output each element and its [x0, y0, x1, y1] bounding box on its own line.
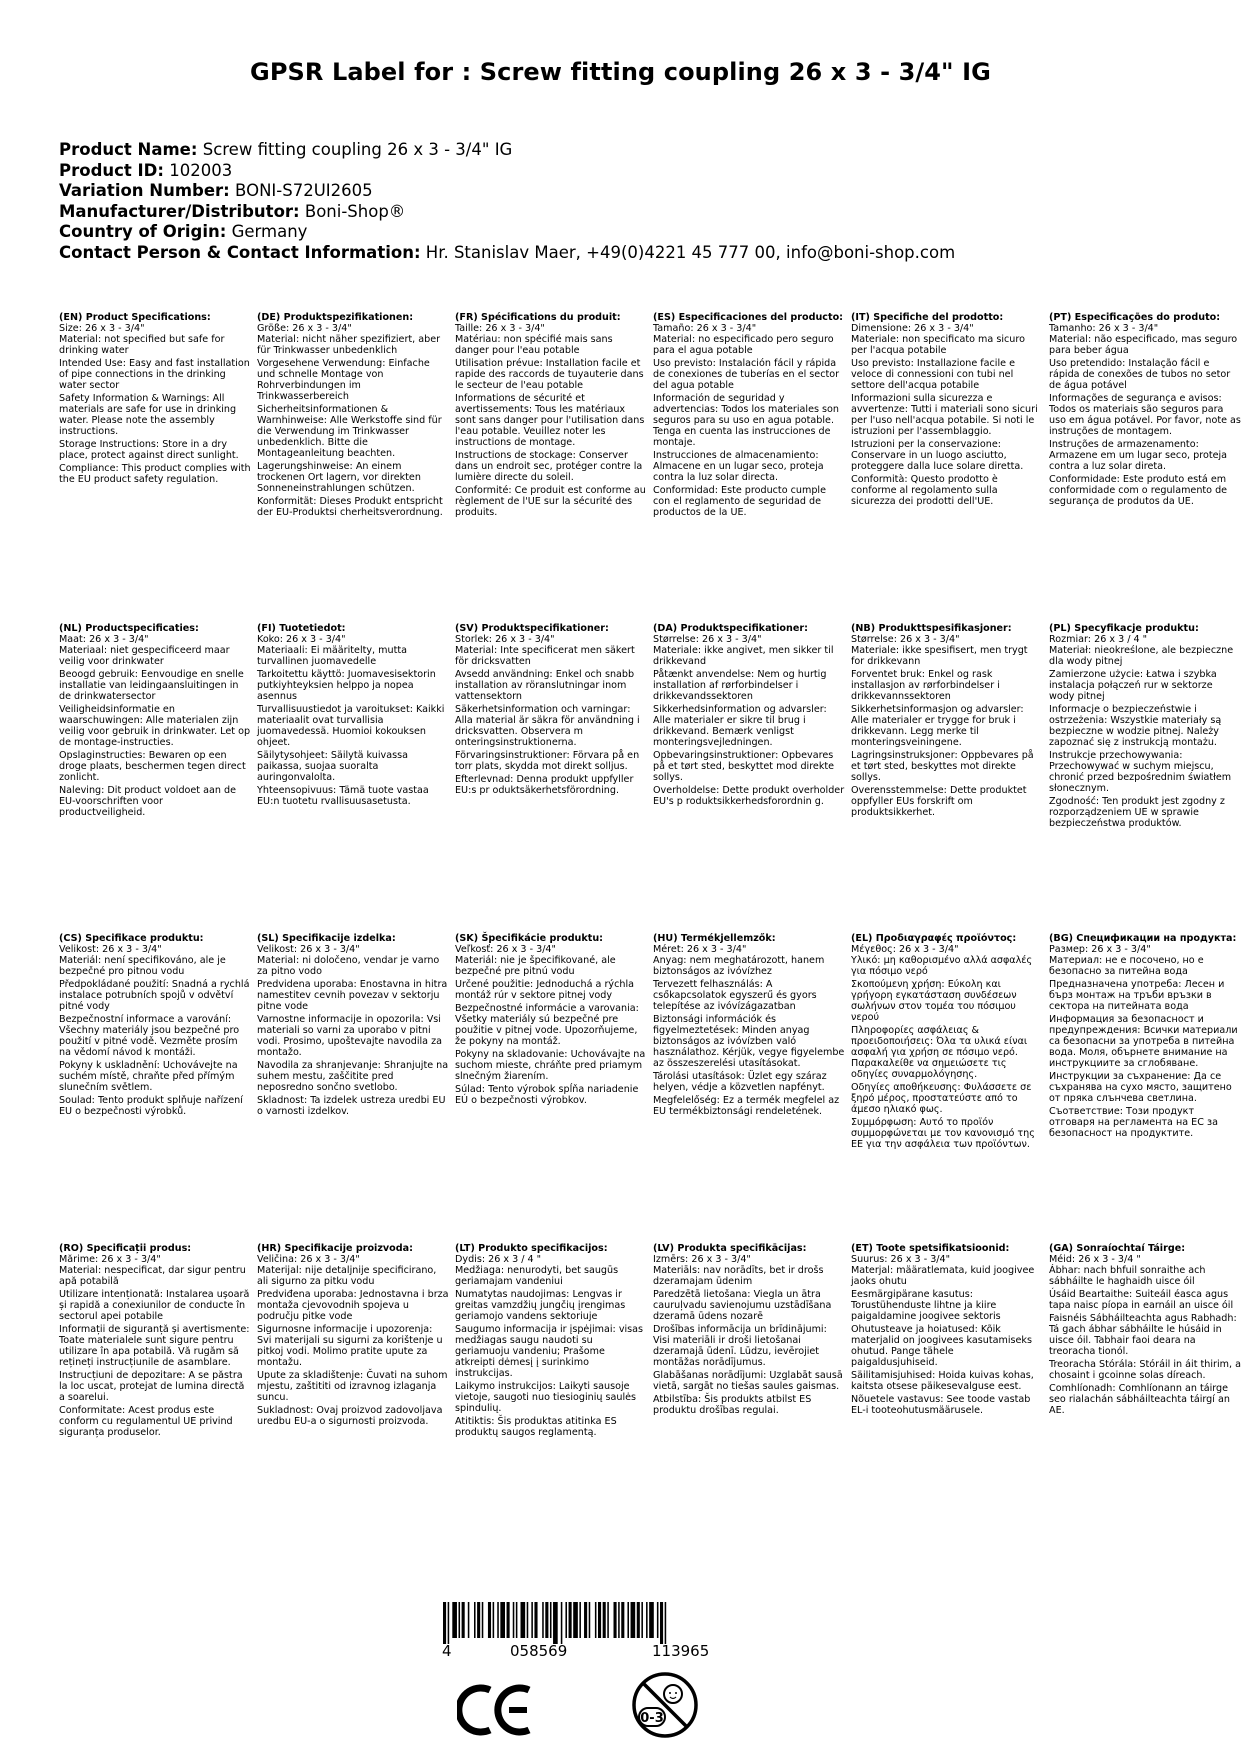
spec-material: Materiāls: nav norādīts, bet ir drošs dzeramajam ūdenim — [653, 1265, 824, 1287]
spec-storage: Laikymo instrukcijos: Laikyti sausoje vietoje, saugoti nuo tiesioginių saulės spindulių. — [455, 1381, 637, 1414]
spec-safety: Información de seguridad y advertencias: Todos los materiales son seguros para su uso en agua potable. Tenga en cuenta las instrucciones de montaje. — [653, 393, 839, 448]
spec-storage: Instrukcje przechowywania: Przechowywać w suchym miejscu, chronić przed bezpośrednim światłem słonecznym. — [1049, 750, 1232, 794]
spec-size: Størrelse: 26 x 3 - 3/4" — [653, 634, 762, 645]
product-info-label: Product ID: — [59, 160, 164, 180]
product-info-label: Manufacturer/Distributor: — [59, 201, 300, 221]
spec-compliance: Sukladnost: Ovaj proizvod zadovoljava uredbu EU-a o sigurnosti proizvoda. — [257, 1405, 443, 1427]
product-info-label: Contact Person & Contact Information: — [59, 242, 421, 262]
spec-storage: Pokyny na skladovanie: Uchovávajte na suchom mieste, chráňte pred priamym slnečným žiarením. — [455, 1049, 646, 1082]
barcode-digits-right: 113965 — [652, 1642, 710, 1660]
spec-material: Materiał: nieokreślone, ale bezpieczne dla wody pitnej — [1049, 645, 1234, 667]
spec-storage: Οδηγίες αποθήκευσης: Φυλάσσετε σε ξηρό μέρος, προστατεύστε από το άμεσο ηλιακό φως. — [851, 1082, 1032, 1115]
spec-block — [851, 1243, 1049, 1440]
spec-material: Υλικό: μη καθορισμένο αλλά ασφαλές για πόσιμο νερό — [851, 955, 1033, 977]
barcode-bar — [649, 1602, 654, 1638]
spec-block — [257, 623, 455, 831]
spec-block — [1049, 312, 1241, 520]
spec-storage: Lagringsinstruksjoner: Oppbevares på et tørt sted, beskyttes mot direkte sollys. — [851, 750, 1034, 783]
barcode-bar — [603, 1602, 606, 1638]
spec-heading: (SV) Produktspecifikationer: — [455, 623, 609, 634]
spec-compliance: Overholdelse: Dette produkt overholder EU's p roduktsikkerhedsforordnin g. — [653, 785, 845, 807]
spec-safety: Varnostne informacije in opozorila: Vsi materiali so varni za uporabo v pitni vodi. Prosimo, upoštevajte navodila za montažo. — [257, 1014, 443, 1058]
spec-material: Material: nicht näher spezifiziert, aber für Trinkwasser unbedenklich — [257, 334, 441, 356]
product-info-row — [59, 181, 955, 202]
spec-material: Medžiaga: nenurodyti, bet saugūs geriamajam vandeniui — [455, 1265, 619, 1287]
barcode-bar — [462, 1602, 465, 1638]
spec-material: Anyag: nem meghatározott, hanem biztonságos az ivóvízhez — [653, 955, 825, 977]
barcode-bar — [459, 1602, 461, 1638]
spec-material: Materiale: non specificato ma sicuro per l'acqua potabile — [851, 334, 1025, 356]
ean-barcode — [443, 1602, 693, 1644]
spec-safety: Safety Information & Warnings: All materials are safe for use in drinking water. Please note the assembly instructions. — [59, 393, 237, 437]
spec-use: Intended Use: Easy and fast installation of pipe connections in the drinking water sector — [59, 358, 250, 391]
spec-compliance: Atitiktis: Šis produktas atitinka ES produktų saugos reglamentą. — [455, 1416, 617, 1438]
product-info-label: Country of Origin: — [59, 222, 227, 241]
barcode-bar — [621, 1602, 624, 1638]
barcode-bar — [468, 1602, 470, 1638]
spec-compliance: Comhlíonadh: Comhlíonann an táirge seo rialachán sábháilteachta táirgí an AE. — [1049, 1383, 1230, 1416]
spec-block — [257, 933, 455, 1152]
barcode-bar — [565, 1602, 567, 1638]
spec-compliance: Efterlevnad: Denna produkt uppfyller EU:s pr oduktsäkerhetsförordning. — [455, 774, 634, 796]
spec-safety: Bezpečnostné informácie a varovania: Všetky materiály sú bezpečné pre použitie v pitnej vode. Upozorňujeme, že pokyny na montáž. — [455, 1003, 639, 1047]
spec-safety: Sicherheitsinformationen & Warnhinweise: Alle Werkstoffe sind für die Verwendung im Trinkwasser unbedenklich. Bitte die Montageanleitung beachten. — [257, 404, 442, 459]
spec-use: Beoogd gebruik: Eenvoudige en snelle installatie van leidingaansluitingen in de drinkwatersector — [59, 669, 244, 702]
spec-size: Koko: 26 x 3 - 3/4" — [257, 634, 346, 645]
spec-block — [653, 623, 851, 831]
product-info-value: Boni-Shop® — [304, 201, 406, 221]
spec-block — [59, 1243, 257, 1440]
spec-block — [257, 312, 455, 520]
barcode-bar — [513, 1602, 515, 1638]
spec-compliance: Yhteensopivuus: Tämä tuote vastaa EU:n tuotetu rvallisuusasetusta. — [257, 785, 429, 807]
product-info-value: Hr. Stanislav Maer, +49(0)4221 45 777 00, info@boni-shop.com — [425, 242, 956, 262]
page-title: GPSR Label for : Screw fitting coupling 26 x 3 - 3/4" IG — [250, 58, 991, 86]
spec-size: Méid: 26 x 3 - 3/4 " — [1049, 1254, 1141, 1265]
barcode-bar — [443, 1602, 446, 1644]
spec-material: Materijal: nije detaljnije specificirano, ali sigurno za pitku vodu — [257, 1265, 437, 1287]
product-info — [59, 140, 955, 263]
barcode-digits-middle: 058569 — [510, 1642, 568, 1660]
spec-heading: (IT) Specifiche del prodotto: — [851, 312, 1004, 323]
spec-use: Tervezett felhasználás: A csőkapcsolatok egyszerű és gyors telepítése az ivóvízágazatban — [653, 979, 817, 1012]
spec-use: Eesmärgipärane kasutus: Torustühenduste lihtne ja kiire paigaldamine joogivee sektoris — [851, 1289, 1001, 1322]
spec-size: Suurus: 26 x 3 - 3/4" — [851, 1254, 951, 1265]
barcode-digit-left: 4 — [442, 1642, 452, 1660]
spec-storage: Tárolási utasítások: Üzlet egy száraz helyen, védje a közvetlen napfényt. — [653, 1071, 827, 1093]
spec-safety: Biztonsági információk és figyelmeztetések: Minden anyag biztonságos az ivóvízben való használathoz. Kérjük, vegye figyelembe az összeszerelési utasításokat. — [653, 1014, 845, 1069]
barcode-bar — [448, 1602, 450, 1644]
product-info-row — [59, 222, 955, 243]
spec-use: Forventet bruk: Enkel og rask installasjon av rørforbindelser i drikkevannssektoren — [851, 669, 1000, 702]
spec-heading: (FR) Spécifications du produit: — [455, 312, 621, 323]
spec-block — [59, 933, 257, 1152]
barcode-bar — [527, 1602, 529, 1638]
barcode-bar — [488, 1602, 491, 1638]
spec-size: Tamaño: 26 x 3 - 3/4" — [653, 323, 757, 334]
spec-size: Storlek: 26 x 3 - 3/4" — [455, 634, 555, 645]
spec-heading: (LV) Produkta specifikācijas: — [653, 1243, 807, 1254]
spec-material: Ábhar: nach bhfuil sonraithe ach sábháilte le haghaidh uisce óil — [1049, 1265, 1206, 1287]
barcode-bar — [569, 1602, 572, 1638]
spec-heading: (HR) Specifikacije proizvoda: — [257, 1243, 413, 1254]
spec-compliance: Conformité: Ce produit est conforme au règlement de l'UE sur la sécurité des produits. — [455, 485, 646, 518]
spec-block — [653, 1243, 851, 1440]
spec-heading: (EL) Προδιαγραφές προϊόντος: — [851, 933, 1017, 944]
barcode-bar — [646, 1602, 648, 1638]
spec-use: Zamierzone użycie: Łatwa i szybka instalacja połączeń rur w sektorze wody pitnej — [1049, 669, 1217, 702]
spec-compliance: Συμμόρφωση: Αυτό το προϊόν συμμορφώνεται με τον κανονισμό της ΕΕ για την ασφάλεια των προϊόντων. — [851, 1117, 1035, 1150]
barcode-bar — [542, 1602, 544, 1638]
age-label: 0-3 — [640, 1711, 664, 1726]
spec-compliance: Konformität: Dieses Produkt entspricht der EU-Produktsi cherheitsverordnung. — [257, 496, 443, 518]
spec-block — [653, 312, 851, 520]
barcode-bar — [657, 1602, 659, 1638]
barcode-bar — [660, 1602, 663, 1644]
spec-material: Material: ni določeno, vendar je varno za pitno vodo — [257, 955, 440, 977]
product-info-label: Variation Number: — [59, 181, 230, 200]
spec-size: Veličina: 26 x 3 - 3/4" — [257, 1254, 360, 1265]
spec-block — [653, 933, 851, 1152]
spec-safety: Sigurnosne informacije i upozorenja: Svi materijali su sigurni za korištenje u pitkoj vodi. Molimo pratite upute za montažu. — [257, 1324, 443, 1368]
spec-storage: Opbevaringsinstruktioner: Opbevares på et tørt sted, beskyttet mod direkte sollys. — [653, 750, 835, 783]
spec-heading: (HU) Termékjellemzők: — [653, 933, 776, 944]
spec-use: Utilisation prévue: Installation facile et rapide des raccords de tuyauterie dans le secteur de l'eau potable — [455, 358, 644, 391]
spec-storage: Instrucțiuni de depozitare: A se păstra la loc uscat, protejat de lumina directă a soarelui. — [59, 1370, 245, 1403]
spec-row — [59, 623, 1241, 831]
spec-storage: Säilytysohjeet: Säilytä kuivassa paikassa, suojaa suoralta auringonvalolta. — [257, 750, 408, 783]
spec-use: Předpokládané použití: Snadná a rychlá instalace potrubních spojů v odvětví pitné vody — [59, 979, 250, 1012]
spec-storage: Upute za skladištenje: Čuvati na suhom mjestu, zaštititi od izravnog izlaganja suncu. — [257, 1370, 448, 1403]
product-info-value: Screw fitting coupling 26 x 3 - 3/4" IG — [202, 140, 513, 159]
spec-compliance: Conformitate: Acest produs este conform cu regulamentul UE privind siguranța produselor. — [59, 1405, 233, 1438]
spec-block — [257, 1243, 455, 1440]
barcode-bar — [493, 1602, 495, 1638]
spec-material: Material: not specified but safe for drinking water — [59, 334, 225, 356]
spec-compliance: Conformidad: Este producto cumple con el reglamento de seguridad de productos de la UE. — [653, 485, 826, 518]
spec-block — [455, 623, 653, 831]
barcode-bar — [521, 1602, 526, 1638]
spec-block — [59, 623, 257, 831]
spec-material: Materiaali: Ei määritelty, mutta turvallinen juomavedelle — [257, 645, 407, 667]
spec-use: Uso previsto: Instalación fácil y rápida de conexiones de tuberías en el sector del agua potable — [653, 358, 840, 391]
spec-row — [59, 312, 1241, 520]
spec-heading: (RO) Specificații produs: — [59, 1243, 192, 1254]
spec-use: Predviđena uporaba: Jednostavna i brza montaža cjevovodnih spojeva u području pitke vode — [257, 1289, 449, 1322]
spec-row — [59, 933, 1241, 1152]
spec-heading: (PT) Especificações do produto: — [1049, 312, 1221, 323]
spec-material: Matériau: non spécifié mais sans danger pour l'eau potable — [455, 334, 613, 356]
spec-compliance: Conformità: Questo prodotto è conforme al regolamento sulla sicurezza dei prodotti dell'UE. — [851, 474, 998, 507]
spec-storage: Lagerungshinweise: An einem trockenen Ort lagern, vor direkten Sonneneinstrahlungen schützen. — [257, 461, 421, 494]
barcode-bar — [516, 1602, 518, 1638]
spec-compliance: Atbilstība: Šis produkts atbilst ES produktu drošības regulai. — [653, 1394, 812, 1416]
spec-material: Materiale: ikke spesifisert, men trygt for drikkevann — [851, 645, 1028, 667]
spec-use: Paredzētā lietošana: Viegla un ātra cauruļvadu savienojumu uzstādīšana dzeramā ūdens nozarē — [653, 1289, 832, 1322]
spec-storage: Инструкции за съхранение: Да се съхранява на сухо място, защитено от пряка слънчева светлина. — [1049, 1071, 1232, 1104]
spec-size: Dydis: 26 x 3 / 4 " — [455, 1254, 542, 1265]
spec-safety: Bezpečnostní informace a varování: Všechny materiály jsou bezpečné pro použití v pitné vodě. Vezměte prosím na vědomí návod k montáži. — [59, 1014, 240, 1058]
barcode-bar — [579, 1602, 581, 1638]
spec-block — [851, 312, 1049, 520]
spec-compliance: Overensstemmelse: Dette produktet oppfyller EUs forskrift om produktsikkerhet. — [851, 785, 1027, 818]
spec-safety: Informacje o bezpieczeństwie i ostrzeżenia: Wszystkie materiały są bezpieczne w wodzie pitnej. Należy zapoznać się z instrukcją montażu. — [1049, 704, 1222, 748]
spec-storage: Treoracha Stórála: Stóráil in áit thirim, a chosaint i gcoinne solas díreach. — [1049, 1359, 1241, 1381]
spec-size: Taille: 26 x 3 - 3/4" — [455, 323, 545, 334]
spec-compliance: Nõuetele vastavus: See toode vastab EL-i tooteohutusmäärusele. — [851, 1394, 1031, 1416]
spec-material: Materiale: ikke angivet, men sikker til drikkevand — [653, 645, 834, 667]
barcode-bar — [553, 1602, 558, 1644]
spec-use: Určené použitie: Jednoduchá a rýchla montáž rúr v sektore pitnej vody — [455, 979, 634, 1001]
spec-compliance: Conformidade: Este produto está em conformidade com o regulamento de segurança de produtos da UE. — [1049, 474, 1228, 507]
barcode-bar — [641, 1602, 643, 1638]
spec-heading: (SK) Špecifikácie produktu: — [455, 933, 604, 944]
spec-size: Tamanho: 26 x 3 - 3/4" — [1049, 323, 1159, 334]
product-info-row — [59, 202, 955, 223]
product-info-row — [59, 161, 955, 182]
spec-block — [455, 1243, 653, 1440]
spec-heading: (NB) Produkttspesifikasjoner: — [851, 623, 1012, 634]
spec-compliance: Compliance: This product complies with the EU product safety regulation. — [59, 463, 251, 485]
product-info-value: BONI-S72UI2605 — [235, 181, 373, 200]
spec-storage: Pokyny k uskladnění: Uchovávejte na suchém místě, chraňte před přímým slunečním světlem. — [59, 1060, 238, 1093]
spec-safety: Drošības informācija un brīdinājumi: Visi materiāli ir droši lietošanai dzeramajā ūdenī. Lūdzu, ievērojiet montāžas norādījumus. — [653, 1324, 827, 1368]
barcode-bar — [598, 1602, 601, 1638]
spec-heading: (DA) Produktspecifikationer: — [653, 623, 808, 634]
barcode-bar — [614, 1602, 617, 1638]
spec-storage: Instruções de armazenamento: Armazene em um lugar seco, proteja contra a luz solar direta. — [1049, 439, 1228, 472]
barcode-bar — [497, 1602, 499, 1638]
barcode-bar — [618, 1602, 620, 1638]
spec-use: Utilizare intenționată: Instalarea ușoară și rapidă a conexiunilor de conducte în sectorul apei potabile — [59, 1289, 250, 1322]
spec-storage: Säilitamisjuhised: Hoida kuivas kohas, kaitsta otsese päikesevalguse eest. — [851, 1370, 1034, 1392]
spec-storage: Glabāšanas norādījumi: Uzglabāt sausā vietā, sargāt no tiešas saules gaismas. — [653, 1370, 843, 1392]
barcode-bar — [573, 1602, 578, 1638]
spec-storage: Navodila za shranjevanje: Shranjujte na suhem mestu, zaščitite pred neposredno sončno svetlobo. — [257, 1060, 449, 1093]
spec-size: Size: 26 x 3 - 3/4" — [59, 323, 145, 334]
spec-block — [851, 623, 1049, 831]
spec-safety: Informações de segurança e avisos: Todos os materiais são seguros para uso em água potável. Por favor, note as instruções de montagem. — [1049, 393, 1241, 437]
barcode-bar — [561, 1602, 563, 1644]
spec-material: Материал: не е посочено, но е безопасно за питейна вода — [1049, 955, 1204, 977]
barcode-bar — [607, 1602, 609, 1638]
spec-safety: Informații de siguranță și avertismente: Toate materialele sunt sigure pentru utilizare în apa potabilă. Vă rugăm să rețineți instrucțiunile de asamblare. — [59, 1324, 250, 1368]
spec-material: Material: não especificado, mas seguro para beber água — [1049, 334, 1238, 356]
spec-size: Velikost: 26 x 3 - 3/4" — [257, 944, 360, 955]
product-info-label: Product Name: — [59, 140, 198, 159]
spec-use: Úsáid Beartaithe: Suiteáil éasca agus tapa naisc píopa in earnáil an uisce óil — [1049, 1289, 1234, 1311]
spec-safety: Turvallisuustiedot ja varoitukset: Kaikki materiaalit ovat turvallisia juomavedessä. Huomioi kokouksen ohjeet. — [257, 704, 445, 748]
spec-storage: Storage Instructions: Store in a dry place, protect against direct sunlight. — [59, 439, 239, 461]
spec-size: Izmērs: 26 x 3 - 3/4" — [653, 1254, 751, 1265]
spec-safety: Ohutusteave ja hoiatused: Kõik materjalid on joogivees kasutamiseks ohutud. Pange tähele paigaldusjuhiseid. — [851, 1324, 1032, 1368]
product-info-row — [59, 243, 955, 264]
barcode-bar — [534, 1602, 537, 1638]
spec-safety: Faisnéis Sábháilteachta agus Rabhadh: Tá gach ábhar sábháilte le húsáid in uisce óil. Tabhair faoi deara na treoracha tionól. — [1049, 1313, 1237, 1357]
barcode-bar — [474, 1602, 476, 1638]
spec-use: Tarkoitettu käyttö: Juomavesisektorin putkiyhteyksien helppo ja nopea asennus — [257, 669, 436, 702]
spec-storage: Instrucciones de almacenamiento: Almacene en un lugar seco, proteja contra la luz solar directa. — [653, 450, 824, 483]
spec-size: Größe: 26 x 3 - 3/4" — [257, 323, 352, 334]
spec-use: Predvidena uporaba: Enostavna in hitra namestitev cevnih povezav v sektorju pitne vode — [257, 979, 448, 1012]
spec-storage: Opslaginstructies: Bewaren op een droge plaats, beschermen tegen direct zonlicht. — [59, 750, 246, 783]
spec-material: Materiaal: niet gespecificeerd maar veilig voor drinkwater — [59, 645, 230, 667]
barcode-bar — [631, 1602, 636, 1638]
barcode-bar — [500, 1602, 505, 1638]
barcode-bar — [637, 1602, 640, 1638]
spec-compliance: Skladnost: Ta izdelek ustreza uredbi EU o varnosti izdelkov. — [257, 1095, 446, 1117]
spec-block — [455, 312, 653, 520]
spec-safety: Πληροφορίες ασφάλειας & προειδοποιήσεις: Όλα τα υλικά είναι ασφαλή για χρήση σε πόσιμο νερό. Παρακαλείθε να σημειώσετε τις οδηγίες συναρμολόγησης. — [851, 1025, 1028, 1080]
spec-material: Material: Inte specificerat men säkert för dricksvatten — [455, 645, 635, 667]
spec-size: Méret: 26 x 3 - 3/4" — [653, 944, 747, 955]
spec-size: Veľkosť: 26 x 3 - 3/4" — [455, 944, 556, 955]
barcode-bar — [545, 1602, 548, 1638]
barcode-bar — [477, 1602, 480, 1638]
spec-safety: Säkerhetsinformation och varningar: Alla material är säkra för användning i dricksvatten. Observera m onteringsinstruktionerna. — [455, 704, 640, 748]
spec-use: Uso pretendido: Instalação fácil e rápida de conexões de tubos no setor de água potável — [1049, 358, 1231, 391]
barcode-bar — [584, 1602, 587, 1638]
spec-use: Numatytas naudojimas: Lengvas ir greitas vamzdžių jungčių įrengimas geriamojo vandens sektoriuje — [455, 1289, 626, 1322]
spec-heading: (PL) Specyfikacje produktu: — [1049, 623, 1199, 634]
spec-row — [59, 1243, 1241, 1440]
spec-heading: (BG) Спецификации на продукта: — [1049, 933, 1237, 944]
spec-size: Размер: 26 x 3 - 3/4" — [1049, 944, 1151, 955]
spec-use: Vorgesehene Verwendung: Einfache und schnelle Montage von Rohrverbindungen im Trinkwasserbereich — [257, 358, 430, 402]
spec-heading: (EN) Product Specifications: — [59, 312, 211, 323]
spec-safety: Saugumo informacija ir įspėjimai: visas medžiagas saugu naudoti su geriamuoju vandeniu; Prašome atkreipti dėmesį į surinkimo instrukcijas. — [455, 1324, 644, 1379]
spec-safety: Sikkerhetsinformasjon og advarsler: Alle materialer er trygge for bruk i drikkevann. Legg merke til monteringsveiningene. — [851, 704, 1024, 748]
spec-use: Σκοπούμενη χρήση: Εύκολη και γρήγορη εγκατάσταση συνδέσεων σωλήνων στον τομέα του πόσιμου νερού — [851, 979, 1017, 1023]
spec-compliance: Naleving: Dit product voldoet aan de EU-voorschriften voor productveiligheid. — [59, 785, 236, 818]
spec-compliance: Megfelelőség: Ez a termék megfelel az EU termékbiztonsági rendeletének. — [653, 1095, 840, 1117]
barcode-bar — [595, 1602, 597, 1638]
spec-safety: Sikkerhedsinformation og advarsler: Alle materialer er sikre til brug i drikkevand. Bemærk venligst monteringsvejledningen. — [653, 704, 827, 748]
barcode-bar — [482, 1602, 484, 1638]
spec-block — [455, 933, 653, 1152]
product-info-value: 102003 — [169, 160, 233, 180]
spec-size: Mărime: 26 x 3 - 3/4" — [59, 1254, 161, 1265]
spec-material: Material: no especificado pero seguro para el agua potable — [653, 334, 834, 356]
spec-heading: (DE) Produktspezifikationen: — [257, 312, 414, 323]
barcode-bar — [589, 1602, 591, 1638]
spec-heading: (CS) Specifikace produktu: — [59, 933, 204, 944]
barcode-bar — [452, 1602, 457, 1638]
barcode-bar — [550, 1602, 552, 1638]
spec-block — [59, 312, 257, 520]
barcode-bar — [665, 1602, 667, 1644]
product-info-value: Germany — [231, 222, 308, 241]
spec-heading: (ET) Toote spetsifikatsioonid: — [851, 1243, 1010, 1254]
spec-size: Maat: 26 x 3 - 3/4" — [59, 634, 149, 645]
spec-heading: (ES) Especificaciones del producto: — [653, 312, 844, 323]
spec-use: Påtænkt anvendelse: Nem og hurtig installation af rørforbindelser i drikkevandssektoren — [653, 669, 827, 702]
ce-mark-icon — [457, 1682, 537, 1738]
spec-use: Avsedd användning: Enkel och snabb installation av röranslutningar inom vattensektorn — [455, 669, 635, 702]
spec-size: Størrelse: 26 x 3 - 3/4" — [851, 634, 960, 645]
spec-safety: Informations de sécurité et avertissements: Tous les matériaux sont sans danger pour l'utilisation dans l'eau potable. Veuillez noter les instructions de montage. — [455, 393, 645, 448]
not-suitable-under-3-icon — [630, 1670, 700, 1740]
spec-heading: (NL) Productspecificaties: — [59, 623, 199, 634]
spec-storage: Istruzioni per la conservazione: Conservare in un luogo asciutto, proteggere dalla luce solare diretta. — [851, 439, 1024, 472]
spec-size: Μέγεθος: 26 x 3 - 3/4" — [851, 944, 959, 955]
spec-material: Materjal: määratlemata, kuid joogivee jaoks ohutu — [851, 1265, 1035, 1287]
spec-heading: (SL) Specifikacije izdelka: — [257, 933, 396, 944]
spec-block — [851, 933, 1049, 1152]
spec-size: Dimensione: 26 x 3 - 3/4" — [851, 323, 974, 334]
spec-material: Material: nespecificat, dar sigur pentru apă potabilă — [59, 1265, 246, 1287]
spec-storage: Förvaringsinstruktioner: Förvara på en torr plats, skydda mot direkt solljus. — [455, 750, 640, 772]
spec-heading: (LT) Produkto specifikacijos: — [455, 1243, 608, 1254]
spec-heading: (GA) Sonraíochtaí Táirge: — [1049, 1243, 1186, 1254]
spec-compliance: Zgodność: Ten produkt jest zgodny z rozporządzeniem UE w sprawie bezpieczeństwa produktów. — [1049, 796, 1225, 829]
spec-block — [1049, 933, 1241, 1152]
barcode-bar — [507, 1602, 510, 1638]
spec-compliance: Soulad: Tento produkt splňuje nařízení EU o bezpečnosti výrobků. — [59, 1095, 243, 1117]
spec-material: Materiál: není specifikováno, ale je bezpečné pro pitnou vodu — [59, 955, 226, 977]
spec-compliance: Súlad: Tento výrobok spĺňa nariadenie EÚ o bezpečnosti výrobkov. — [455, 1084, 639, 1106]
spec-size: Rozmiar: 26 x 3 / 4 " — [1049, 634, 1148, 645]
product-info-row — [59, 140, 955, 161]
spec-block — [1049, 1243, 1241, 1440]
spec-material: Materiál: nie je špecifikované, ale bezpečné pre pitnú vodu — [455, 955, 616, 977]
spec-use: Предназначена употреба: Лесен и бърз монтаж на тръби връзки в сектора на питейната вода — [1049, 979, 1225, 1012]
barcode-bar — [531, 1602, 533, 1638]
spec-storage: Instructions de stockage: Conserver dans un endroit sec, protéger contre la lumière directe du soleil. — [455, 450, 643, 483]
spec-safety: Veiligheidsinformatie en waarschuwingen: Alle materialen zijn veilig voor gebruik in drinkwater. Let op de montage-instructies. — [59, 704, 251, 748]
spec-compliance: Съответствие: Този продукт отговаря на регламента на ЕС за безопасност на продуктите. — [1049, 1106, 1218, 1139]
spec-safety: Информация за безопасност и предупреждения: Всички материали са безопасни за употреба в питейна вода. Моля, обърнете внимание на инструкциите за сглобяване. — [1049, 1014, 1238, 1069]
spec-use: Uso previsto: Installazione facile e veloce di connessioni con tubi nel settore dell'acqua potabile — [851, 358, 1015, 391]
spec-size: Velikost: 26 x 3 - 3/4" — [59, 944, 162, 955]
spec-heading: (FI) Tuotetiedot: — [257, 623, 346, 634]
barcode-bar — [627, 1602, 629, 1638]
spec-safety: Informazioni sulla sicurezza e avvertenze: Tutti i materiali sono sicuri per l'uso nell'acqua potabile. Si noti le istruzioni per l'assemblaggio. — [851, 393, 1038, 437]
spec-block — [1049, 623, 1241, 831]
